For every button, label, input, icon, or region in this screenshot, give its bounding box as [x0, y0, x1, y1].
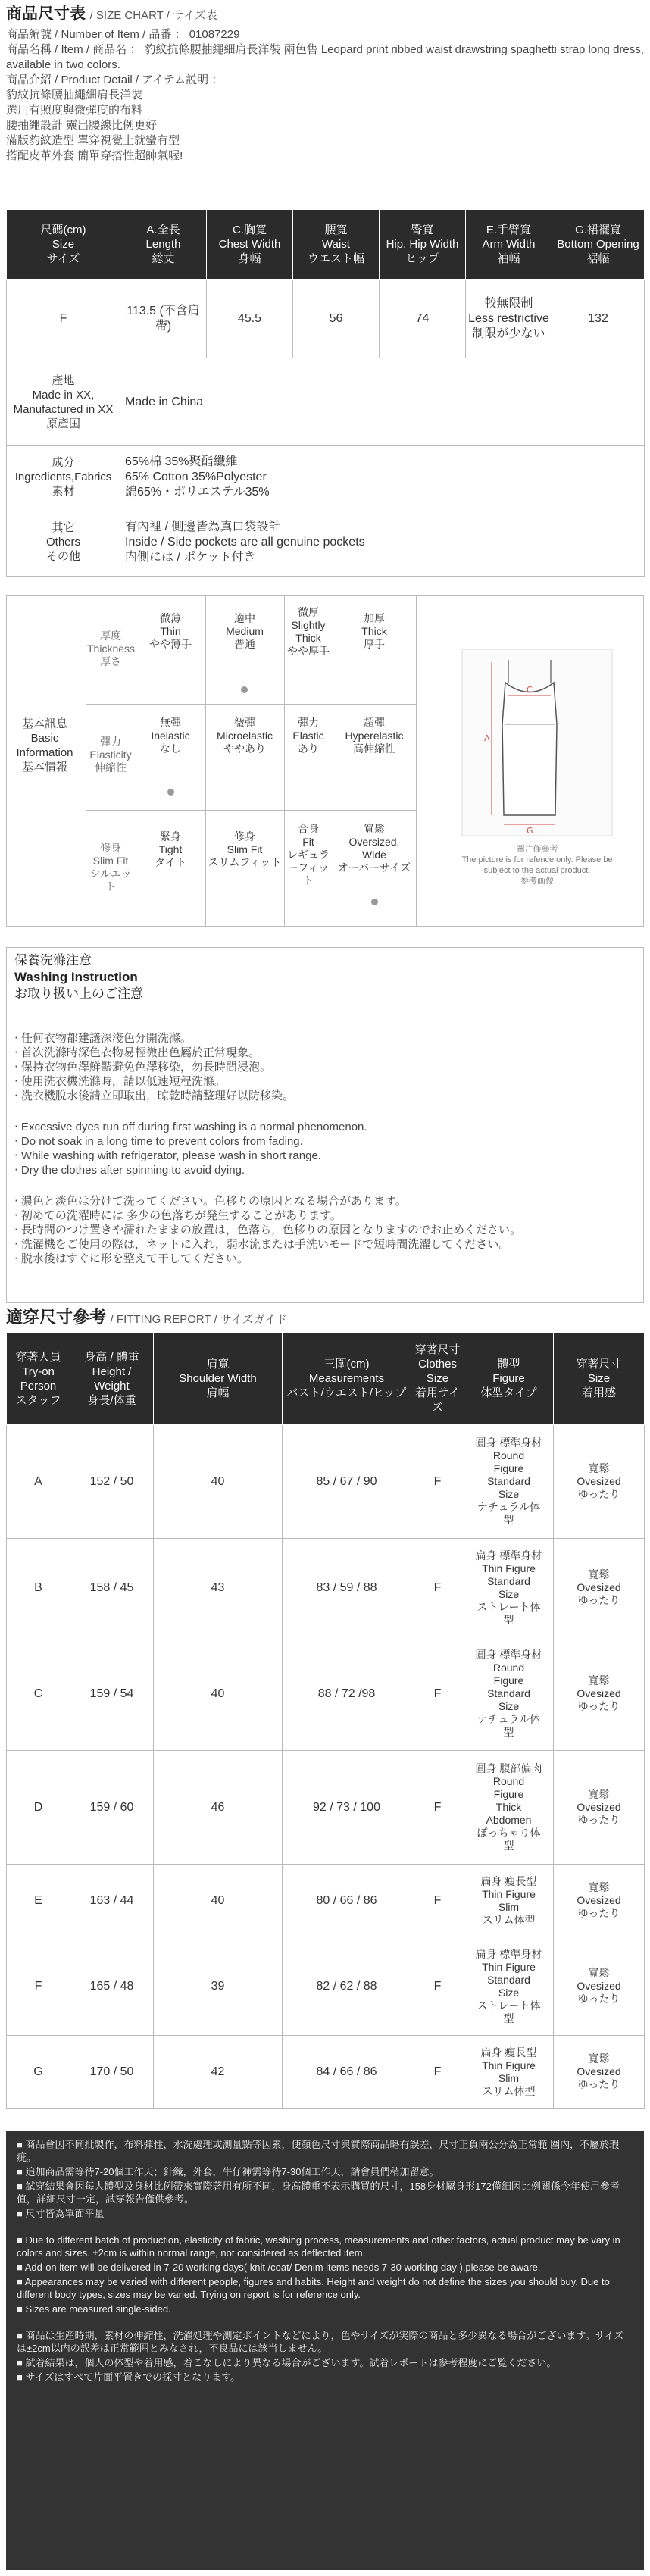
cell-bottom: 132	[552, 280, 645, 358]
fit-shoulder: 40	[154, 1865, 283, 1937]
fitting-title: 適穿尺寸參考 / FITTING REPORT / サイズガイド	[6, 1308, 288, 1327]
table-row	[7, 1751, 645, 1865]
fit-feel: 寬鬆 Ovesized ゆったり	[554, 1751, 645, 1865]
page-title-sub: / SIZE CHART / サイズ表	[89, 9, 217, 22]
elasticity-selected-dot	[167, 789, 174, 796]
fit-person: D	[7, 1751, 70, 1865]
fit-shoulder: 39	[154, 1937, 283, 2036]
cell-chest: 45.5	[207, 280, 293, 358]
wash-line: ‧ Dry the clothes after spinning to avoid dying.	[14, 1164, 245, 1177]
notes-en	[17, 2234, 633, 2315]
note-line: ■ 商品會因不同批製作，布料彈性，水洗處理或測量點等因素，使顏色尺寸與實際商品略有誤差，尺寸正負兩公分為正常範 圍內，不屬於瑕疵。	[17, 2139, 620, 2163]
fit-size: F	[411, 1937, 464, 2036]
notes-zh	[17, 2138, 633, 2220]
cell-hip: 74	[380, 280, 466, 358]
note-line: ■ サイズはすべて片面平置きでの採寸となります。	[17, 2371, 241, 2383]
elasticity-option-micro: 微彈 Microelastic ややあり	[217, 717, 273, 755]
elasticity-label: 彈力 Elasticity 伸縮性	[89, 736, 132, 774]
fit-meas: 85 / 67 / 90	[283, 1425, 411, 1539]
fit-figure: 圓身 標準身材 Round Figure Standard Size ナチュラル体 型	[464, 1425, 554, 1539]
note-line: ■ 試穿結果會因每人體型及身材比例帶來實際著用有所不同，身高體重不表示購買的尺寸，158身材屬身形172僅細因比例關係今年使用參考值，詳細尺寸一定，試穿報告僅供參考。	[17, 2181, 620, 2205]
fit-figure: 扁身 瘦長型 Thin Figure Slim スリム体型	[464, 1865, 554, 1937]
cell-length: 113.5 (不含肩帶)	[120, 280, 207, 358]
others-value: 有內裡 / 側邊皆為真口袋設計 Inside / Side pockets are all genuine pockets 内側には / ポケット付き	[120, 508, 645, 577]
wash-line: ‧ 長時間のつけ置きや濡れたままの放置は，色落ち，色移りの原因となりますのでお止めください。	[14, 1224, 521, 1236]
basic-info-grid	[6, 595, 644, 927]
fit-figure: 扁身 標準身材 Thin Figure Standard Size ストレート体 型	[464, 1539, 554, 1637]
fit-option-tight: 緊身 Tight タイト	[155, 830, 186, 868]
table-row	[7, 280, 645, 358]
fabric-label: 成分 Ingredients,Fabrics 素材	[7, 446, 120, 508]
fit-feel: 寬鬆 Ovesized ゆったり	[554, 1425, 645, 1539]
fit-figure: 扁身 標準身材 Thin Figure Standard Size ストレート体 型	[464, 1937, 554, 2036]
fit-hw: 152 / 50	[70, 1425, 154, 1539]
diagram-label-c: C	[527, 685, 533, 695]
fit-meas: 83 / 59 / 88	[283, 1539, 411, 1637]
wash-line: ‧ 初めての洗濯時には 多少の色落ちが発生することがあります。	[14, 1209, 342, 1222]
fit-col-person: 穿著人員 Try-on Person スタッフ	[7, 1333, 70, 1425]
fit-col-shoulder: 肩寬 Shoulder Width 肩幅	[154, 1333, 283, 1425]
fit-col-height-weight: 身高 / 體重 Height / Weight 身長/体重	[70, 1333, 154, 1425]
col-chest: C.胸寬 Chest Width 身幅	[207, 210, 293, 280]
table-row	[7, 508, 645, 577]
col-waist: 腰寬 Waist ウエスト幅	[293, 210, 380, 280]
others-label: 其它 Others その他	[7, 508, 120, 577]
dress-diagram	[461, 649, 613, 838]
thickness-selected-dot	[241, 686, 248, 693]
fit-figure: 圓身 腹部偏肉 Round Figure Thick Abdomen ぽっちゃり体 型	[464, 1751, 554, 1865]
fit-size: F	[411, 1637, 464, 1751]
intro-line: 選用有照度與微彈度的布料	[6, 104, 143, 117]
cell-size: F	[7, 280, 120, 358]
fit-option-oversized: 寬鬆 Oversized, Wide オーバーサイズ	[337, 823, 411, 874]
fit-shoulder: 40	[154, 1425, 283, 1539]
col-size: 尺碼(cm) Size サイズ	[7, 210, 120, 280]
wash-line: ‧ 洗衣機脫水後請立即取出，晾乾時請整理好以防移染。	[14, 1089, 294, 1102]
washing-title: 保養洗滌注意	[14, 953, 92, 968]
intro-line: 滿版豹紋造型 單穿視覺上就蠻有型	[6, 134, 180, 147]
note-line: ■ 尺寸皆為單面平量	[17, 2208, 105, 2219]
fit-col-feel: 穿著尺寸 Size 着用感	[554, 1333, 645, 1425]
basic-info-label: 基本訊息 Basic Information 基本情報	[16, 717, 73, 774]
fit-size: F	[411, 2036, 464, 2109]
intro-line: 商品編號 / Number of Item / 品番 ： 01087229	[6, 28, 240, 41]
fabric-value: 65%棉 35%聚酯纖維 65% Cotton 35%Polyester 綿65%・ポリエステル35%	[120, 446, 645, 508]
table-row	[7, 1937, 645, 2036]
fit-person: G	[7, 2036, 70, 2109]
fit-feel: 寬鬆 Ovesized ゆったり	[554, 1539, 645, 1637]
elasticity-option-hyper: 超彈 Hyperelastic 高伸縮性	[345, 717, 404, 755]
note-line: ■ Sizes are measured single-sided.	[17, 2303, 171, 2315]
fit-hw: 158 / 45	[70, 1539, 154, 1637]
col-hip: 臀寬 Hip, Hip Width ヒップ	[380, 210, 466, 280]
page-title	[0, 0, 650, 26]
fit-figure: 圓身 標準身材 Round Figure Standard Size ナチュラル体 型	[464, 1637, 554, 1751]
diagram-caption: 圖片僅參考 The picture is for refence only. Please be subject to the actual product. 参考画像	[461, 845, 613, 886]
wash-line: ‧ 洗濯機をご使用の際は，ネットに入れ，弱水流または手洗いモードで短時間洗濯してください。	[14, 1238, 511, 1251]
fit-meas: 82 / 62 / 88	[283, 1937, 411, 2036]
notes-ja	[17, 2329, 633, 2384]
fit-option-slim: 修身 Slim Fit スリムフィット	[208, 830, 282, 868]
fit-size: F	[411, 1751, 464, 1865]
thickness-option-thick: 加厚 Thick 厚手	[361, 612, 387, 650]
elasticity-option-elastic: 彈力 Elastic あり	[292, 717, 324, 755]
wash-line: ‧ While washing with refrigerator, please wash in short range.	[14, 1149, 321, 1162]
notes-panel	[6, 2131, 644, 2570]
fit-shoulder: 42	[154, 2036, 283, 2109]
note-line: ■ 追加商品需等待7-20個工作天；針織，外套，牛仔褲需等待7-30個工作天，請會員們稍加留意。	[17, 2166, 439, 2177]
fit-hw: 165 / 48	[70, 1937, 154, 2036]
note-line: ■ 商品は生産時期，素材の伸縮性，洗濯処理や測定ポイントなどにより，色やサイズが実際の商品と多少異なる場合がございます。サイズは±2cm以内の誤差は正常範囲とみなされ，不良品には該当しません。	[17, 2330, 624, 2354]
wash-line: ‧ 使用洗衣機洗滌時，請以低速短程洗滌。	[14, 1075, 226, 1088]
table-row	[7, 2036, 645, 2109]
cell-arm: 較無限制 Less restrictive 制限が少ない	[466, 280, 552, 358]
fitting-table	[6, 1332, 645, 2109]
thickness-option-slightly-thick: 微厚 Slightly Thick やや厚手	[287, 606, 330, 657]
thickness-option-medium: 適中 Medium 普通	[226, 612, 264, 650]
fit-shoulder: 40	[154, 1637, 283, 1751]
diagram-label-g: G	[527, 826, 533, 836]
wash-line: ‧ Do not soak in a long time to prevent colors from fading.	[14, 1135, 303, 1148]
table-row	[7, 1539, 645, 1637]
fit-person: B	[7, 1539, 70, 1637]
fit-shoulder: 43	[154, 1539, 283, 1637]
product-info-table	[6, 358, 645, 577]
fit-size: F	[411, 1539, 464, 1637]
note-line: ■ 試着結果は，個人の体型や着用感，着こなしにより異なる場合がございます。試着レポートは参考程度にご覧ください。	[17, 2357, 557, 2368]
fit-meas: 80 / 66 / 86	[283, 1865, 411, 1937]
wash-line: ‧ 脱水後はすぐに形を整えて干してください。	[14, 1252, 248, 1265]
fit-feel: 寬鬆 Ovesized ゆったり	[554, 1937, 645, 2036]
table-row	[7, 446, 645, 508]
intro-line: 商品名稱 / Item / 商品名 ： 豹紋抗條腰抽繩細肩長洋裝 兩色售 Leopard print ribbed waist drawstring spaghetti strap long dress, available in two colors.	[6, 43, 644, 71]
table-row	[7, 358, 645, 446]
fit-figure: 扁身 瘦長型 Thin Figure Slim スリム体型	[464, 2036, 554, 2109]
note-line: ■ Appearances may be varied with different people, figures and habits. Height and weight do not define the sizes you should buy. Due to different body types, sizes may be varied. Trying on report is for reference only.	[17, 2276, 610, 2300]
fit-person: C	[7, 1637, 70, 1751]
col-bottom: G.裙襬寬 Bottom Opening 裾幅	[552, 210, 645, 280]
fit-label: 修身 Slim Fit シルエット	[89, 842, 132, 893]
product-intro	[0, 26, 650, 164]
intro-line: 搭配皮革外套 簡單穿搭性超帥氣喔!	[6, 149, 183, 162]
wash-line: ‧ Excessive dyes run off during first washing is a normal phenomenon.	[14, 1121, 367, 1133]
intro-line: 豹紋抗條腰抽繩細肩長洋裝	[6, 89, 143, 102]
wash-line: ‧ 保持衣物色澤鮮豔避免色澤移染，勿長時間浸泡。	[14, 1061, 271, 1074]
thickness-label: 厚度 Thickness 厚さ	[87, 630, 136, 667]
fit-person: F	[7, 1937, 70, 2036]
fit-size: F	[411, 1865, 464, 1937]
fit-shoulder: 46	[154, 1751, 283, 1865]
fit-meas: 84 / 66 / 86	[283, 2036, 411, 2109]
fit-col-measurements: 三圍(cm) Measurements バスト/ウエスト/ヒップ	[283, 1333, 411, 1425]
fit-hw: 170 / 50	[70, 2036, 154, 2109]
intro-line: 腰抽繩設計 靈出腰線比例更好	[6, 119, 158, 132]
origin-value: Made in China	[120, 358, 645, 446]
col-arm: E.手臂寬 Arm Width 袖幅	[466, 210, 552, 280]
fit-hw: 159 / 60	[70, 1751, 154, 1865]
fit-option-fit: 合身 Fit レギュラーフィット	[287, 823, 330, 886]
diagram-label-a: A	[484, 733, 490, 743]
page-title-text: 商品尺寸表	[6, 5, 86, 23]
table-row	[7, 1865, 645, 1937]
fit-person: E	[7, 1865, 70, 1937]
fit-hw: 159 / 54	[70, 1637, 154, 1751]
fit-meas: 92 / 73 / 100	[283, 1751, 411, 1865]
fit-meas: 88 / 72 /98	[283, 1637, 411, 1751]
fit-col-clothes-size: 穿著尺寸 Clothes Size 着用サイズ	[411, 1333, 464, 1425]
col-length: A.全長 Length 総丈	[120, 210, 207, 280]
thickness-option-thin: 微薄 Thin やや薄手	[149, 612, 192, 650]
intro-line: 商品介紹 / Product Detail / アイテム説明 ：	[6, 73, 223, 86]
fit-feel: 寬鬆 Ovesized ゆったり	[554, 1865, 645, 1937]
fit-size: F	[411, 1425, 464, 1539]
washing-title-ja: お取り扱い上のご注意	[14, 986, 143, 1001]
note-line: ■ Due to different batch of production, elasticity of fabric, washing process, measurements and other factors, actual product may be vary in colors and sizes. ±2cm is within normal range, not considered as deflected item.	[17, 2234, 620, 2259]
fit-hw: 163 / 44	[70, 1865, 154, 1937]
table-row	[7, 1425, 645, 1539]
size-chart-table	[6, 209, 645, 358]
header-section	[0, 0, 650, 205]
elasticity-option-inelastic: 無彈 Inelastic なし	[151, 717, 190, 755]
fit-selected-dot	[371, 899, 378, 905]
washing-title-en: Washing Instruction	[14, 970, 138, 984]
wash-line: ‧ 濃色と淡色は分けて洗ってください。色移りの原因となる場合があります。	[14, 1195, 407, 1208]
wash-line: ‧ 任何衣物都建議深淺色分開洗滌。	[14, 1032, 192, 1045]
wash-line: ‧ 首次洗滌時深色衣物易輕微出色屬於正常現象。	[14, 1046, 260, 1059]
fit-feel: 寬鬆 Ovesized ゆったり	[554, 2036, 645, 2109]
fit-feel: 寬鬆 Ovesized ゆったり	[554, 1637, 645, 1751]
origin-label: 產地 Made in XX, Manufactured in XX 原產国	[7, 358, 120, 446]
fit-person: A	[7, 1425, 70, 1539]
table-row	[7, 1637, 645, 1751]
note-line: ■ Add-on item will be delivered in 7-20 working days( knit /coat/ Denim items needs 7-30 working day ),please be aware.	[17, 2262, 541, 2273]
fit-col-figure: 體型 Figure 体型タイプ	[464, 1333, 554, 1425]
washing-instruction	[6, 947, 644, 1303]
cell-waist: 56	[293, 280, 380, 358]
